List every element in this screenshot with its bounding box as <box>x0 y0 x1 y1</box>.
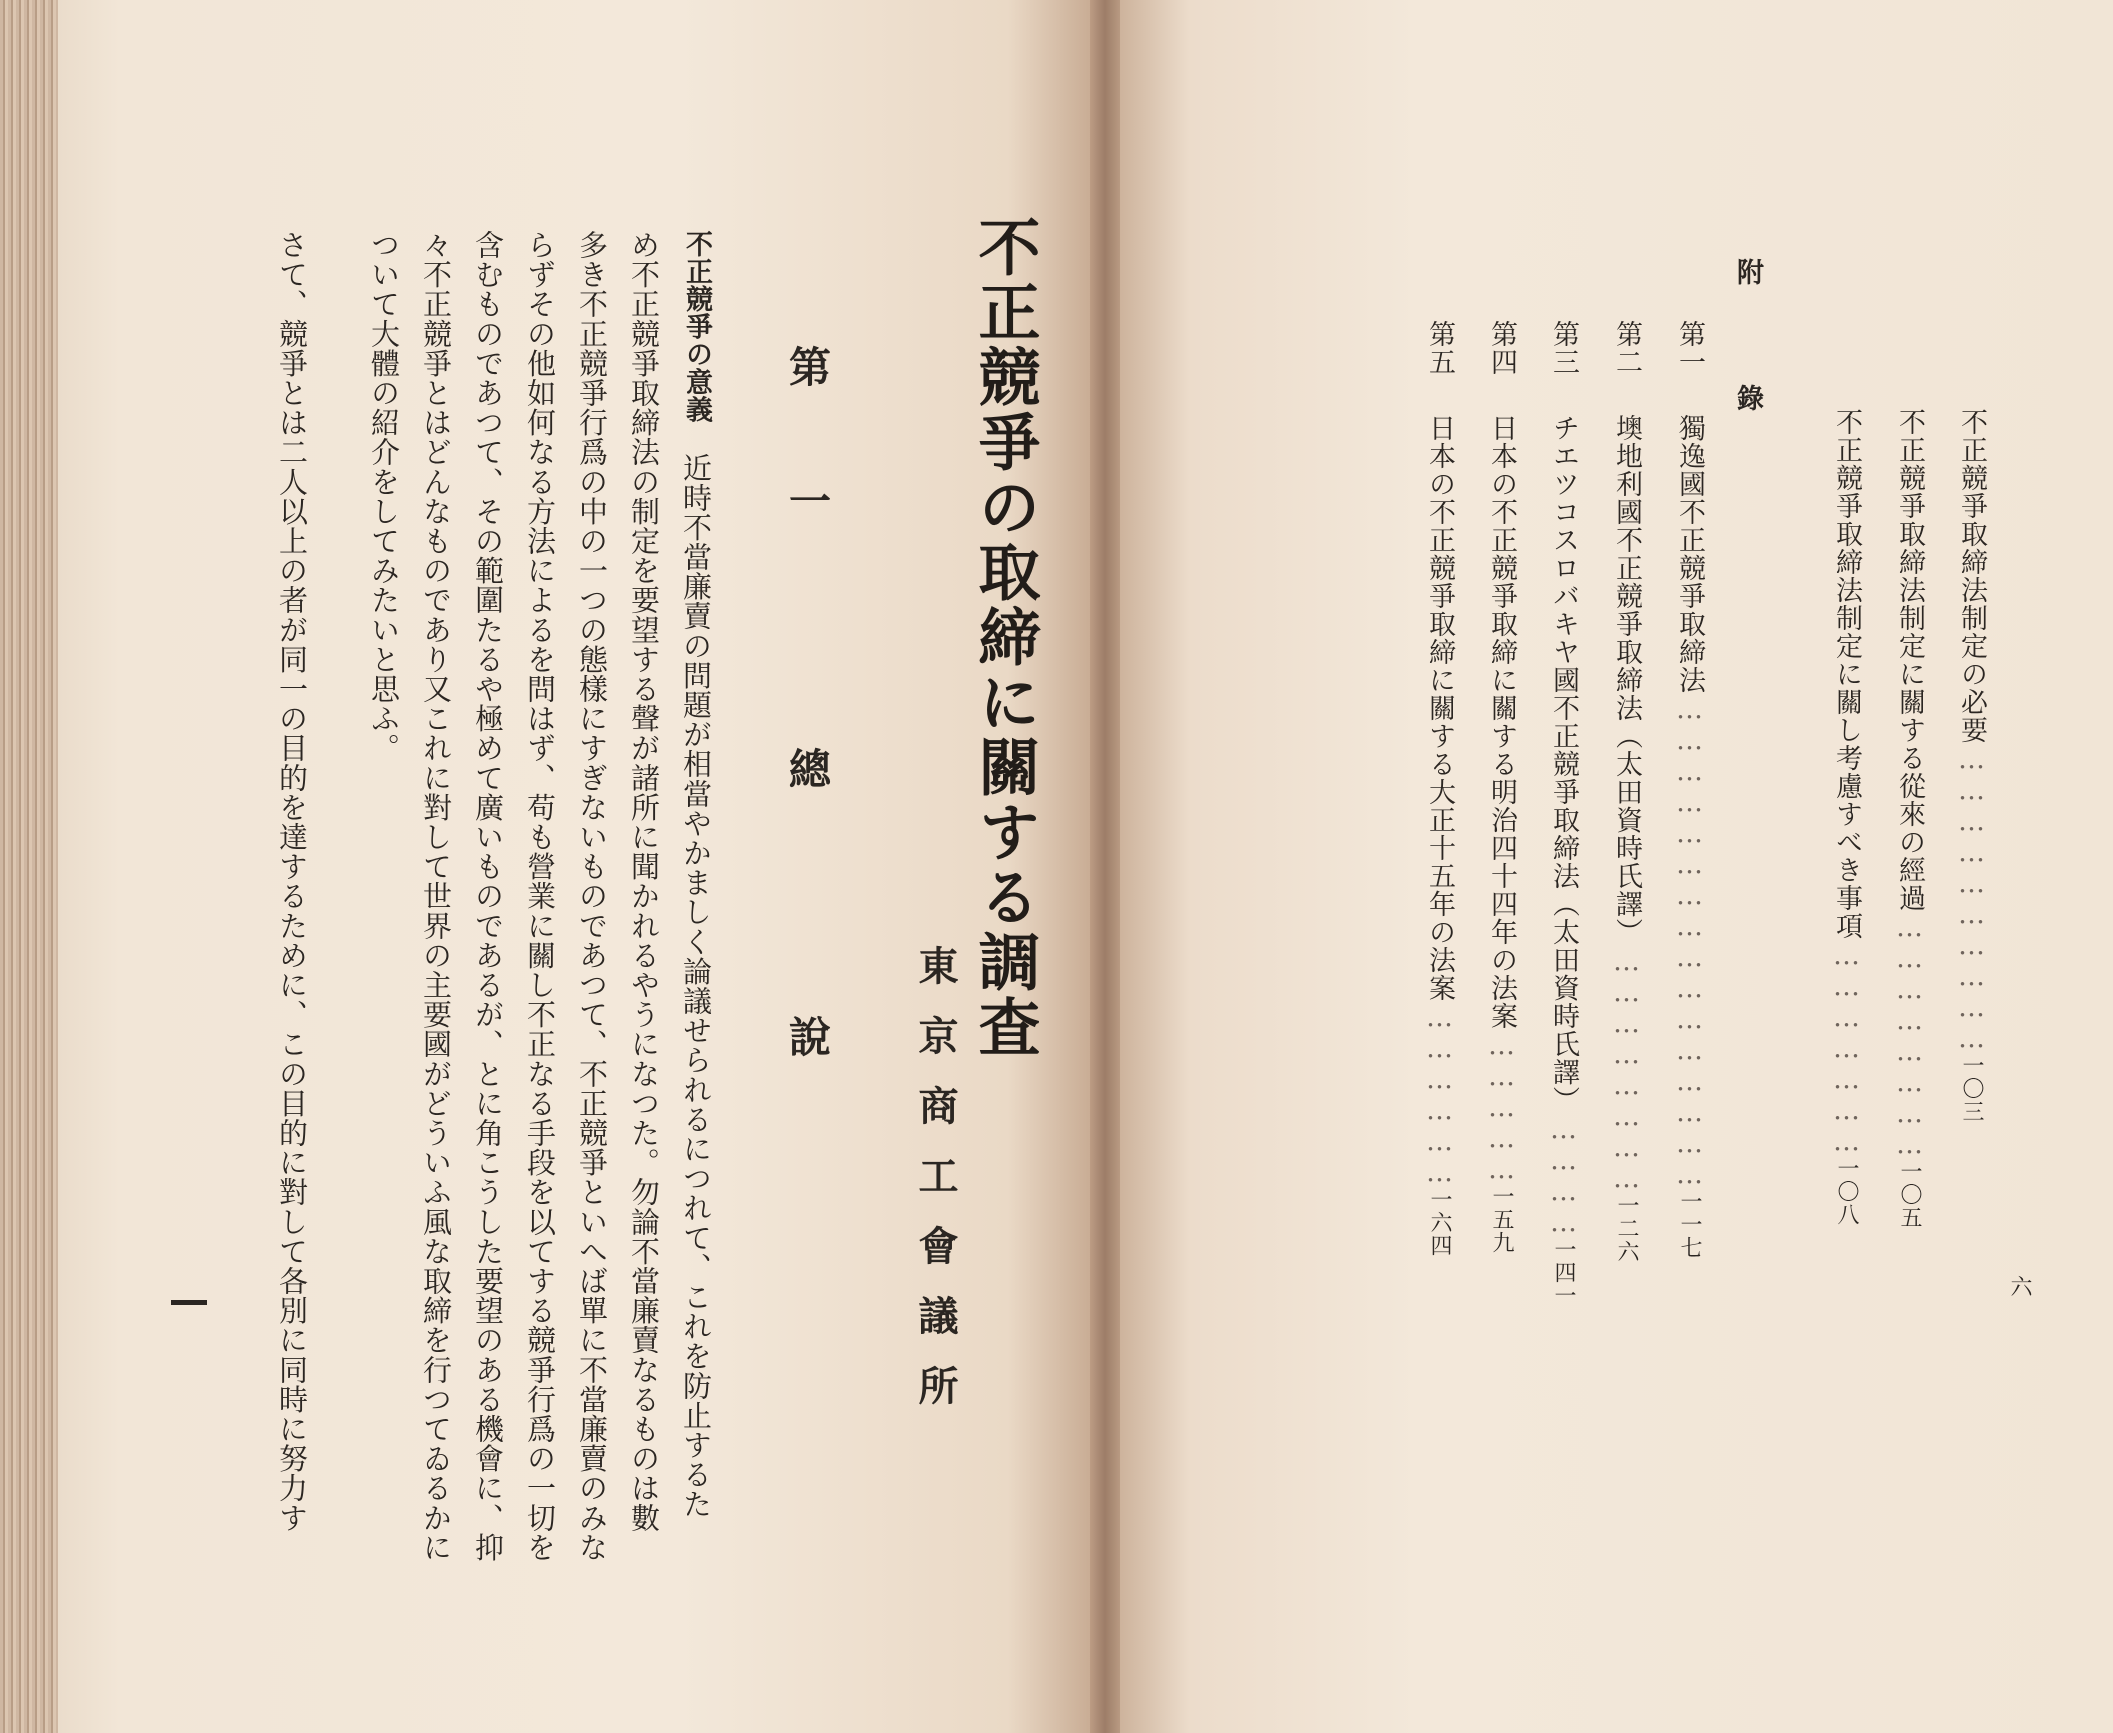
toc-page-number: 一〇五 <box>1897 1160 1922 1229</box>
toc-entry <box>1833 408 1860 1226</box>
toc-page-number: 一一七 <box>1677 1190 1702 1259</box>
body-line: さて、競爭とは二人以上の者が同一の目的を達するために、この目的に對して各別に同時に努力す <box>275 230 309 1533</box>
toc-page-number: 一五九 <box>1489 1185 1514 1254</box>
body-line: らずその他如何なる方法によるを問はず、苟も營業に關し不正なる手段を以てする競爭行爲の一切を <box>523 230 557 1562</box>
toc-leader-dots: …………………… <box>1894 912 1925 1160</box>
toc-page-number: 一二六 <box>1614 1194 1639 1263</box>
appendix-label: 第三 <box>1548 320 1579 376</box>
toc-leader-dots: ………………………………………… <box>1674 694 1705 1190</box>
right-page <box>1120 0 2113 1733</box>
toc-page-number: 一六四 <box>1427 1188 1452 1257</box>
appendix-label: 第四 <box>1486 320 1517 376</box>
body-line: ついて大體の紹介をしてみたいと思ふ。 <box>367 230 401 763</box>
appendix-text: 日本の不正競爭取締に關する大正十五年の法案 <box>1424 414 1455 1002</box>
page-number: 六 <box>2007 1275 2032 1297</box>
toc-leader-dots: ……………… <box>1424 1002 1455 1188</box>
toc-entry <box>1958 408 1985 1123</box>
toc-entry <box>1896 408 1923 1229</box>
body-line <box>679 230 713 1519</box>
appendix-entry <box>1676 320 1703 1259</box>
toc-leader-dots: ………… <box>1548 1114 1579 1238</box>
toc-entry-text: 不正競爭取締法制定に關し考慮すべき事項 <box>1831 408 1862 940</box>
folio-mark <box>171 1300 207 1305</box>
section-heading: 不正競爭の意義 <box>681 230 712 424</box>
appendix-entry <box>1613 320 1640 1263</box>
appendix-label: 第二 <box>1611 320 1642 376</box>
toc-leader-dots: …………………… <box>1611 946 1642 1194</box>
toc-entry-text: 不正競爭取締法制定に關する從來の經過 <box>1894 408 1925 912</box>
left-page <box>58 0 1090 1733</box>
body-line-text: 近時不當廉賣の問題が相當やかましく論議せられるにつれて、これを防止するた <box>679 453 713 1519</box>
appendix-entry <box>1426 320 1453 1257</box>
appendix-label: 第一 <box>1674 320 1705 376</box>
toc-leader-dots: ………………… <box>1831 940 1862 1157</box>
toc-page-number: 一四一 <box>1551 1238 1576 1307</box>
book-gutter <box>1090 0 1120 1733</box>
body-line: 多き不正競爭行爲の中の一つの態樣にすぎないものであつて、不正競爭といへば單に不當廉賣のみな <box>575 230 609 1562</box>
appendix-heading: 附 錄 <box>1732 258 1763 447</box>
toc-leader-dots: …………… <box>1486 1030 1517 1185</box>
appendix-entry <box>1550 320 1577 1307</box>
page-edges <box>0 0 58 1733</box>
appendix-text: 日本の不正競爭取締に關する明治四十四年の法案 <box>1486 414 1517 1030</box>
appendix-label: 第五 <box>1424 320 1455 376</box>
toc-page-number: 一〇八 <box>1834 1157 1859 1226</box>
appendix-text: 獨逸國不正競爭取締法 <box>1674 414 1705 694</box>
book-title: 不正競爭の取締に關する調査 <box>968 215 1041 1060</box>
body-line: 含むものであつて、その範圍たるや極めて廣いものであるが、とに角こうした要望のある機會に、抑 <box>471 230 505 1562</box>
appendix-text: 墺地利國不正競爭取締法（太田資時氏譯） <box>1611 414 1642 946</box>
toc-entry-text: 不正競爭取締法制定の必要 <box>1956 408 1987 744</box>
chapter-heading: 第一 總 說 <box>783 345 832 1149</box>
appendix-entry <box>1488 320 1515 1254</box>
author: 東京商工會議所 <box>912 945 959 1435</box>
toc-page-number: 一〇三 <box>1959 1054 1984 1123</box>
toc-leader-dots: ………………………… <box>1956 744 1987 1054</box>
body-line: め不正競爭取締法の制定を要望する聲が諸所に聞かれるやうになつた。勿論不當廉賣なるものは數 <box>627 230 661 1533</box>
appendix-text: チエツコスロバキヤ國不正競爭取締法（太田資時氏譯） <box>1548 414 1579 1114</box>
body-line: 々不正競爭とはどんなものであり又これに對して世界の主要國がどういふ風な取締を行つてゐるかに <box>419 230 453 1562</box>
